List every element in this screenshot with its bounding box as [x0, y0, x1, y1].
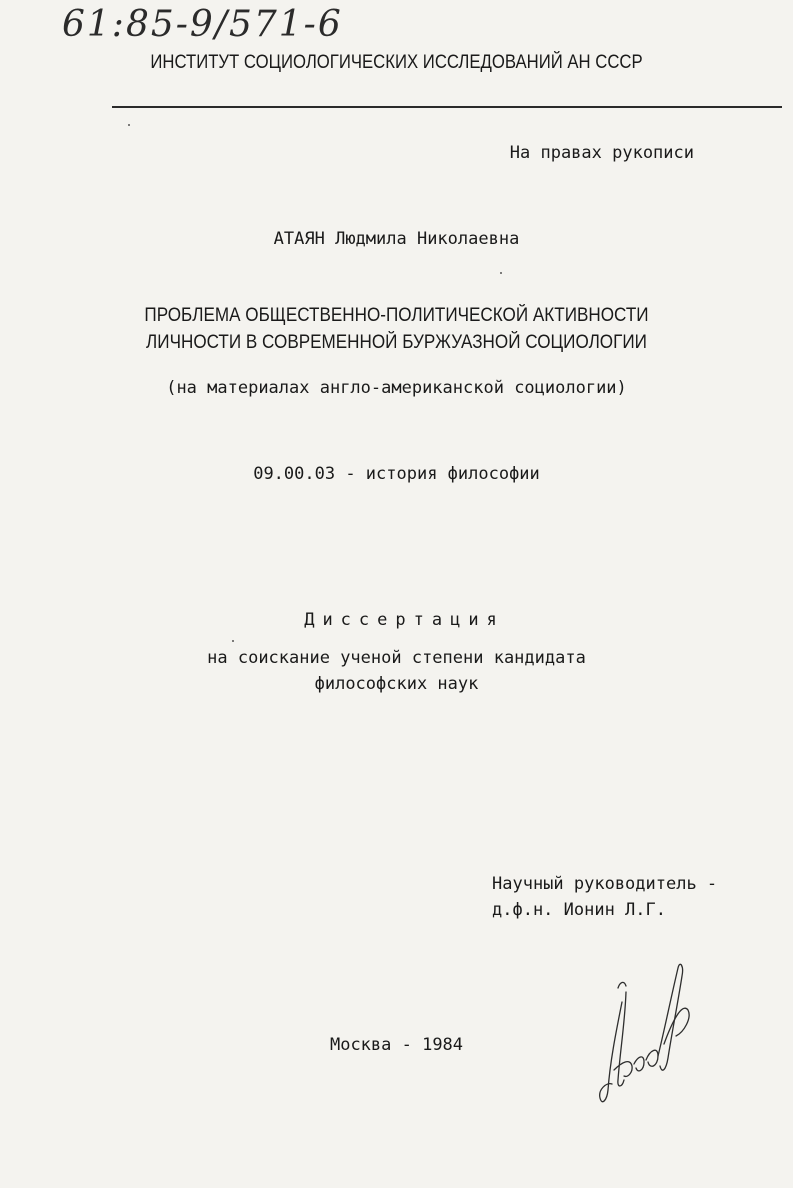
signature-icon: [592, 962, 702, 1112]
supervisor-label: Научный руководитель -: [492, 874, 718, 894]
subtitle: (на материалах англо-американской социологии): [166, 378, 627, 398]
supervisor-name: д.ф.н. Ионин Л.Г.: [492, 900, 666, 920]
city-year: Москва - 1984: [329, 1035, 464, 1055]
paper-speck: [232, 640, 234, 642]
title-line-1: ПРОБЛЕМА ОБЩЕСТВЕННО-ПОЛИТИЧЕСКОЙ АКТИВНОСТИ: [144, 305, 649, 326]
author-name: АТАЯН Людмила Николаевна: [273, 229, 520, 249]
document-type: Диссертация: [304, 610, 505, 630]
rights-notice: На правах рукописи: [509, 143, 694, 163]
paper-speck: [500, 272, 502, 274]
header-divider: [112, 106, 782, 108]
institute-name: ИНСТИТУТ СОЦИОЛОГИЧЕСКИХ ИССЛЕДОВАНИЙ АН СССР: [150, 52, 643, 73]
paper-speck: [128, 124, 130, 126]
title-line-2: ЛИЧНОСТИ В СОВРЕМЕННОЙ БУРЖУАЗНОЙ СОЦИОЛОГИИ: [146, 332, 647, 353]
degree-line-2: философских наук: [314, 674, 479, 694]
degree-line-1: на соискание ученой степени кандидата: [207, 648, 586, 668]
archive-mark: 61:85-9/571-6: [62, 4, 343, 45]
specialty-code: 09.00.03 - история философии: [253, 464, 540, 484]
